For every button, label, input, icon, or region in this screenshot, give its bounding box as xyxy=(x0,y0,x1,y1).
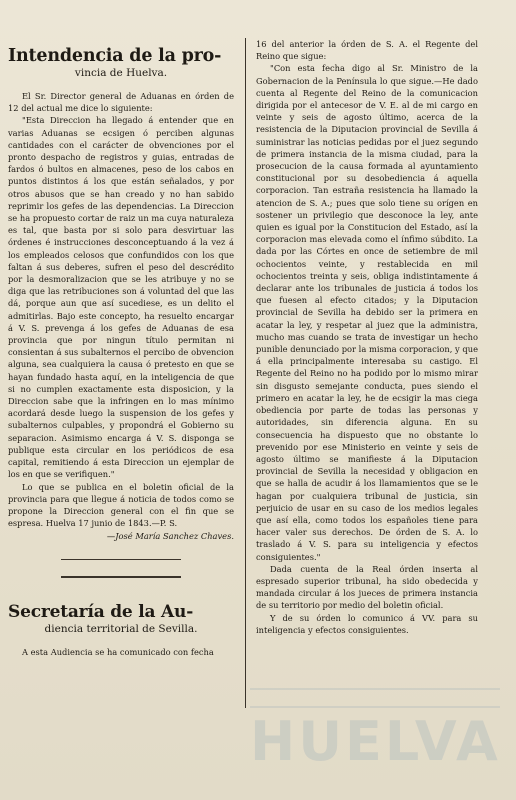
watermark-text: HUELVA xyxy=(250,710,501,773)
order-continuation: 16 del anterior la órden de S. A. el Regente del Reino que sigue: xyxy=(256,39,478,62)
left-column xyxy=(8,38,234,658)
section-separator-thick xyxy=(61,576,181,578)
order-paragraph-2: Dada cuenta de la Real órden inserta al espresado superior tribunal, ha sido obedecida y mandada circular á los jueces de primera instancia de su territorio por medio del boletin oficial. xyxy=(256,563,478,611)
section-separator xyxy=(61,559,181,578)
subhead-intendencia: vincia de Huelva. xyxy=(74,67,168,79)
article-closing: Lo que se publica en el boletin oficial de la provincia para que llegue á noticia de todos como se propone la Direccion general con el fin que se espresa. Huelva 17 junio de 1843.—P. S. xyxy=(8,481,234,529)
secretaria-intro: A esta Audiencia se ha comunicado con fecha xyxy=(22,646,214,657)
right-column xyxy=(256,38,478,636)
article-body: "Esta Direccion ha llegado á entender que en varias Aduanas se ecsigen ó perciben algunas cantidades con el carácter de obvenciones por el pronto despacho de registros y guias, entradas de fardos ó bultos en almacenes, peso de los cabos en puntos distintos á los que están señalados, y por otros abusos que se han creado y no han sabido reprimir los gefes de las dependencias. La Direccion se ha propuesto cortar de raiz un ma cuya naturaleza es tal, que basta por si solo para desvirtuar las órdenes é instrucciones desconceptuando á la vez á los empleados celosos que confundidos con los que faltan á sus deberes, sufren el peso del descrédito por la desmoralizacion que se les atribuye y no se diga que las retribuciones son á voluntad del que las dá, porque aun que así sucediese, es un delito el admitirlas. Bajo este concepto, ha resuelto encargar á V. S. prevenga á los gefes de Aduanas de esa provincia que por ningun título permitan ni consientan á sus subalternos el percibo de obvencion alguna, sea cualquiera la causa ó pretesto en que se hayan fundado hasta aquí, en la inteligencia de que si no cumplen exactamente esta disposicion, y la Direccion sabe que la infringen en lo mas mínimo acordará desde luego la suspension de los gefes y subalternos culpables, y propondrá el Gobierno su separacion. Asimismo encarga á V. S. disponga se publique esta circular en los periódicos de esa capital, remitiendo á esta Direccion un ejemplar de los en que se verifiquen." xyxy=(8,115,234,480)
headline-secretaria: Secretaría de la Au- xyxy=(8,601,194,622)
order-paragraph-3: Y de su órden lo comunico á VV. para su inteligencia y efectos consiguientes. xyxy=(256,612,478,635)
headline-intendencia: Intendencia de la pro- xyxy=(8,46,222,66)
column-divider xyxy=(245,38,246,708)
subhead-secretaria: diencia territorial de Sevilla. xyxy=(44,622,198,635)
order-body: "Con esta fecha digo al Sr. Ministro de la Gobernacion de la Península lo que sigue.—He dado cuenta al Regente del Reino de la comunicacion dirigida por el antecesor de V. E. al de mi cargo en veinte y seis de agosto último, acerca de la resistencia de la Diputacion provincial de Sevilla á suministrar las noticias pedidas por el juez segundo de primera instancia de la misma ciudad, para la prosecucion de la causa formada al ayuntamiento constitucional por su desobediencia á aquella corporacion. Tan estraña resistencia ha llamado la atencion de S. A.; pues que solo tiene su orígen en sostener un privilegio que desconoce la ley, ante quien es igual por la Constitucion del Estado, así la corporacion mas elevada como el ínfimo súbdito. La dada por las Córtes en once de setiembre de mil ochocientos veinte, y restablecida en mil ochocientos treinta y seis, obliga indistintamente á declarar ante los tribunales de justicia á todos los que fuesen al efecto citados; y la Diputacion provincial de Sevilla ha debido ser la primera en acatar la ley, y respetar al juez que la administra, mucho mas cuando se trata de investigar un hecho punible denunciado por la misma corporacion, y que á ella principalmente interesaba su castigo. El Regente del Reino no ha podido por lo mismo mirar sin disgusto semejante conducta, pues siendo el primero en acatar la ley, he de ecsigir la mas ciega obediencia por parte de todas las personas y autoridades, sin diferencia alguna. En su consecuencia ha dispuesto que no obstante lo prevenido por ese Ministerio en veinte y seis de agosto último se manifieste á la Diputacion provincial de Sevilla la necesidad y obligacion en que se halla de acudir á los llamamientos que se le hagan por cualquiera tribunal de justicia, sin perjuicio de usar en su caso de los medios legales que así ella, como todos los españoles tiene para hacer valer sus derechos. De órden de S. A. lo traslado á V. S. para su inteligencia y efectos consiguientes." xyxy=(256,63,478,562)
watermark-bar xyxy=(250,688,500,708)
article-signature: —José María Sanchez Chaves. xyxy=(106,531,234,542)
article-intro: El Sr. Director general de Aduanas en órden de 12 del actual me dice lo siguiente: xyxy=(8,91,234,114)
